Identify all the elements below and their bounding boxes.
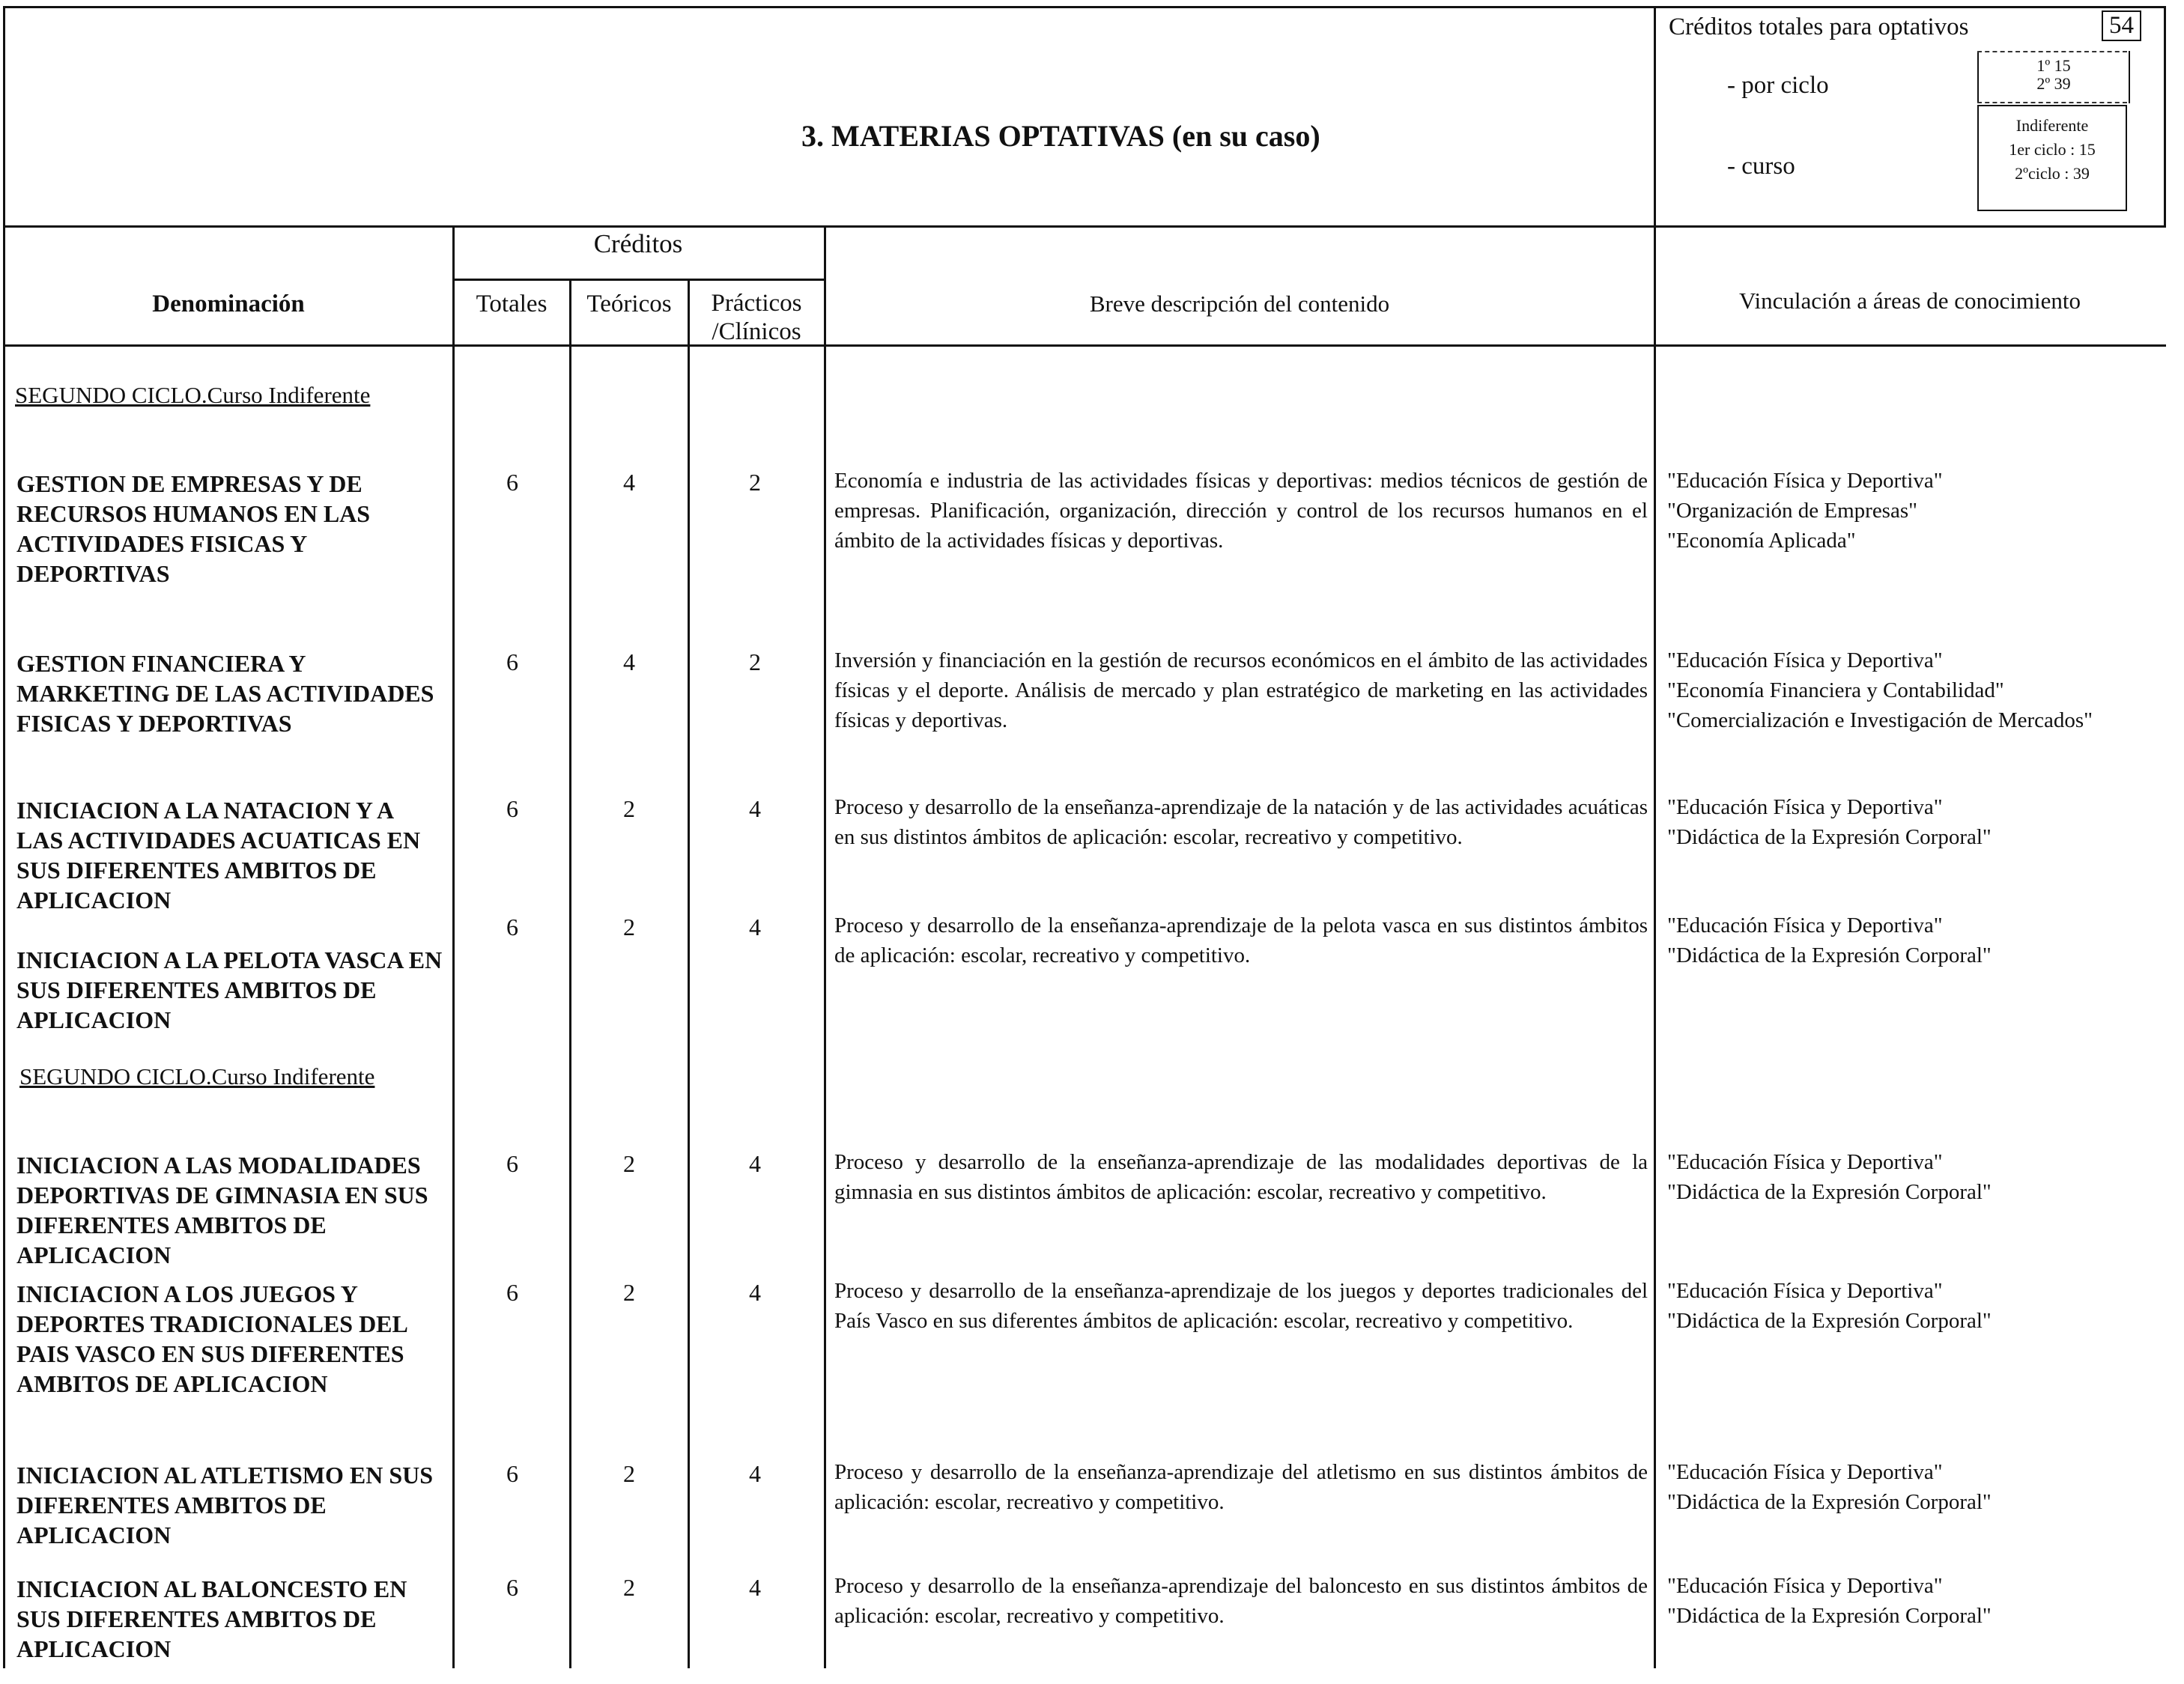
row-denominacion: GESTION DE EMPRESAS Y DE RECURSOS HUMANOS EN LAS ACTIVIDADES FISICAS Y DEPORTIVAS xyxy=(16,470,371,587)
row-area-item: "Educación Física y Deportiva" xyxy=(1667,1460,1943,1484)
col-teoricos: Teóricos xyxy=(586,291,672,317)
row-teoricos: 2 xyxy=(623,914,635,940)
row-teoricos: 2 xyxy=(623,1574,635,1601)
row-denominacion: INICIACION A LA PELOTA VASCA EN SUS DIFERENTES AMBITOS DE APLICACION xyxy=(16,946,443,1033)
row-areas xyxy=(1667,911,2162,970)
curso-box-3: 2ºciclo : 39 xyxy=(2015,164,2090,183)
row-areas xyxy=(1667,1571,2162,1631)
row-totales: 6 xyxy=(506,1279,518,1306)
row-area-item: "Educación Física y Deportiva" xyxy=(1667,648,1943,672)
col-practicos-1: Prácticos xyxy=(711,290,802,317)
row-totales: 6 xyxy=(506,1574,518,1601)
row-areas xyxy=(1667,466,2162,556)
col-vinculacion: Vinculación a áreas de conocimiento xyxy=(1738,288,2081,314)
row-teoricos: 4 xyxy=(623,648,635,675)
por-ciclo-label: - por ciclo xyxy=(1727,72,1829,99)
row-descripcion: Inversión y financiación en la gestión de recursos económicos en el ámbito de las actividades físicas y el deporte. Análisis de mercado y plan estratégico de marketing en las actividades físicas y deportivas. xyxy=(834,648,1648,732)
row-areas xyxy=(1667,1276,2162,1336)
row-areas xyxy=(1667,1147,2162,1207)
col-creditos: Créditos xyxy=(593,229,683,258)
row-denominacion: INICIACION A LA NATACION Y A LAS ACTIVIDADES ACUATICAS EN SUS DIFERENTES AMBITOS DE APLICACION xyxy=(16,797,421,914)
row-area-item: "Didáctica de la Expresión Corporal" xyxy=(1667,1309,1992,1333)
row-area-item: "Economía Financiera y Contabilidad" xyxy=(1667,678,2004,702)
row-practicos: 4 xyxy=(749,1460,761,1487)
left-edge xyxy=(3,226,5,1668)
row-descripcion: Proceso y desarrollo de la enseñanza-aprendizaje de las modalidades deportivas de la gimnasia en sus distintos ámbitos de aplicación: escolar, recreativo y competitivo. xyxy=(834,1150,1648,1204)
row-teoricos: 2 xyxy=(623,1150,635,1177)
col-line-2 xyxy=(569,279,571,1668)
row-area-item: "Economía Aplicada" xyxy=(1667,529,1856,553)
row-area-item: "Educación Física y Deportiva" xyxy=(1667,1574,1943,1598)
row-teoricos: 2 xyxy=(623,795,635,822)
header-bottom-line xyxy=(3,344,2166,347)
row-area-item: "Educación Física y Deportiva" xyxy=(1667,795,1943,819)
row-practicos: 4 xyxy=(749,914,761,940)
row-practicos: 4 xyxy=(749,1150,761,1177)
col-line-4 xyxy=(824,226,826,1668)
col-denominacion: Denominación xyxy=(152,291,305,317)
row-teoricos: 2 xyxy=(623,1460,635,1487)
col-line-1 xyxy=(452,226,455,1668)
row-denominacion: INICIACION AL BALONCESTO EN SUS DIFERENTES AMBITOS DE APLICACION xyxy=(16,1575,407,1662)
page-title: 3. MATERIAS OPTATIVAS (en su caso) xyxy=(801,119,1320,153)
curso-box-2: 1er ciclo : 15 xyxy=(2009,140,2096,159)
row-areas xyxy=(1667,645,2162,735)
row-area-item: "Didáctica de la Expresión Corporal" xyxy=(1667,1604,1992,1628)
row-area-item: "Didáctica de la Expresión Corporal" xyxy=(1667,1490,1992,1514)
row-practicos: 2 xyxy=(749,648,761,675)
header-divider xyxy=(1654,6,1656,1668)
creditos-totales-value: 54 xyxy=(2102,10,2141,41)
dash-2 xyxy=(1977,102,2127,103)
row-practicos: 4 xyxy=(749,1279,761,1306)
row-area-item: "Educación Física y Deportiva" xyxy=(1667,1150,1943,1174)
curso-box-1: Indiferente xyxy=(2015,116,2089,135)
dash-1 xyxy=(1977,51,2127,52)
row-totales: 6 xyxy=(506,648,518,675)
section-header-1: SEGUNDO CICLO.Curso Indiferente xyxy=(15,382,371,408)
row-practicos: 4 xyxy=(749,1574,761,1601)
col-line-3 xyxy=(688,279,690,1668)
curso-label: - curso xyxy=(1727,153,1795,180)
row-areas xyxy=(1667,1457,2162,1517)
col-totales: Totales xyxy=(476,291,547,317)
row-area-item: "Educación Física y Deportiva" xyxy=(1667,914,1943,937)
row-area-item: "Educación Física y Deportiva" xyxy=(1667,1279,1943,1303)
row-denominacion: INICIACION AL ATLETISMO EN SUS DIFERENTES AMBITOS DE APLICACION xyxy=(16,1462,434,1548)
row-descripcion: Proceso y desarrollo de la enseñanza-aprendizaje de los juegos y deportes tradicionales del País Vasco en sus diferentes ámbitos de aplicación: escolar, recreativo y competitivo. xyxy=(834,1279,1648,1333)
row-practicos: 4 xyxy=(749,795,761,822)
col-practicos-2: /Clínicos xyxy=(712,318,801,345)
row-denominacion: GESTION FINANCIERA Y MARKETING DE LAS ACTIVIDADES FISICAS Y DEPORTIVAS xyxy=(16,650,434,737)
row-denominacion: INICIACION A LOS JUEGOS Y DEPORTES TRADICIONALES DEL PAIS VASCO EN SUS DIFERENTES AMBITOS DE APLICACION xyxy=(16,1280,407,1397)
row-totales: 6 xyxy=(506,914,518,940)
row-teoricos: 4 xyxy=(623,469,635,496)
row-descripcion: Proceso y desarrollo de la enseñanza-aprendizaje de la natación y de las actividades acuáticas en sus distintos ámbitos de aplicación: escolar, recreativo y competitivo. xyxy=(834,795,1648,849)
row-area-item: "Didáctica de la Expresión Corporal" xyxy=(1667,943,1992,967)
row-area-item: "Didáctica de la Expresión Corporal" xyxy=(1667,1180,1992,1204)
section-header-2: SEGUNDO CICLO.Curso Indiferente xyxy=(19,1063,375,1089)
curso-box xyxy=(1977,105,2127,211)
row-areas xyxy=(1667,792,2162,852)
col-practicos xyxy=(689,289,824,346)
row-totales: 6 xyxy=(506,1460,518,1487)
row-descripcion: Proceso y desarrollo de la enseñanza-aprendizaje del atletismo en sus distintos ámbitos de aplicación: escolar, recreativo y competitivo. xyxy=(834,1460,1648,1514)
creditos-totales-label: Créditos totales para optativos xyxy=(1669,13,1969,40)
ciclo-box xyxy=(1977,51,2130,103)
row-area-item: "Organización de Empresas" xyxy=(1667,499,1917,523)
row-totales: 6 xyxy=(506,795,518,822)
creditos-subline xyxy=(452,279,824,281)
row-descripcion: Proceso y desarrollo de la enseñanza-aprendizaje del baloncesto en sus distintos ámbitos de aplicación: escolar, recreativo y competitivo. xyxy=(834,1574,1648,1628)
ciclo-2: 2º 39 xyxy=(2036,74,2071,93)
row-descripcion: Proceso y desarrollo de la enseñanza-aprendizaje de la pelota vasca en sus distintos ámbitos de aplicación: escolar, recreativo y competitivo. xyxy=(834,914,1648,967)
row-totales: 6 xyxy=(506,469,518,496)
row-practicos: 2 xyxy=(749,469,761,496)
row-teoricos: 2 xyxy=(623,1279,635,1306)
row-area-item: "Educación Física y Deportiva" xyxy=(1667,469,1943,493)
ciclo-1: 1º 15 xyxy=(2036,56,2071,75)
row-descripcion: Economía e industria de las actividades físicas y deportivas: medios técnicos de gestión de empresas. Planificación, organización, dirección y control de los recursos humanos en el ámbito de la actividades físicas y deportivas. xyxy=(834,469,1648,553)
col-descripcion: Breve descripción del contenido xyxy=(1089,291,1390,317)
row-area-item: "Comercialización e Investigación de Mercados" xyxy=(1667,708,2093,732)
row-totales: 6 xyxy=(506,1150,518,1177)
row-denominacion: INICIACION A LAS MODALIDADES DEPORTIVAS DE GIMNASIA EN SUS DIFERENTES AMBITOS DE APLICACION xyxy=(16,1152,428,1268)
row-area-item: "Didáctica de la Expresión Corporal" xyxy=(1667,825,1992,849)
